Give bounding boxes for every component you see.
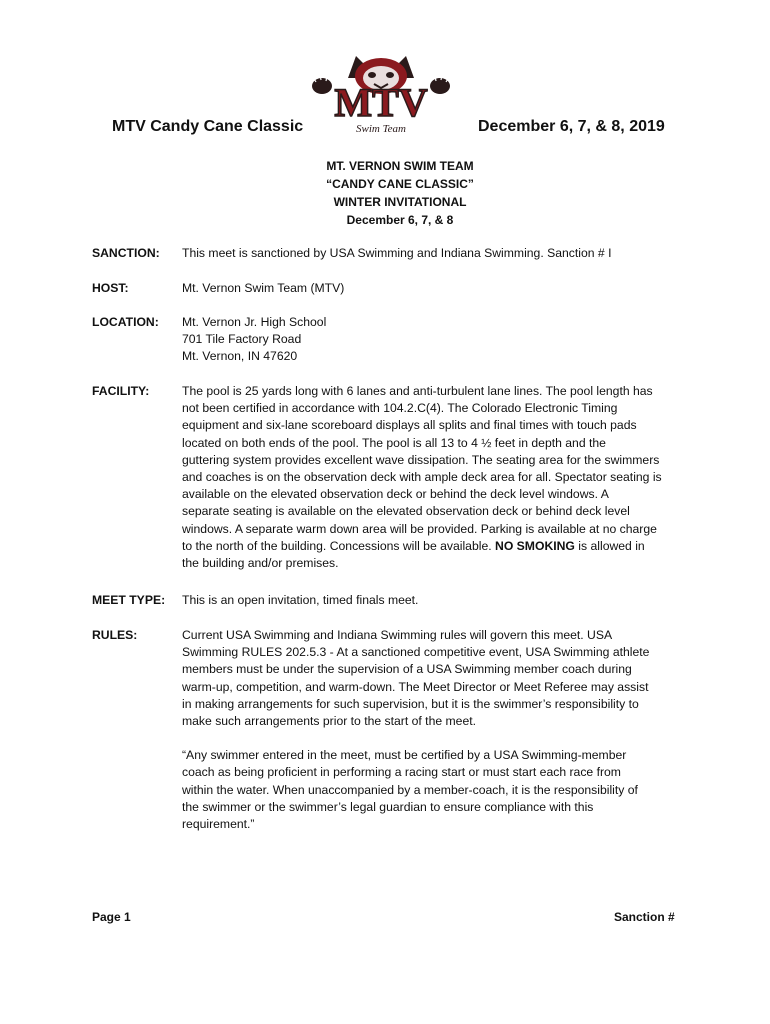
section-text: This meet is sanctioned by USA Swimming and Indiana Swimming. Sanction # I: [182, 246, 612, 260]
text-line: within the water. When unaccompanied by a member-coach, it is the responsibility of: [182, 782, 638, 797]
text-segment: is allowed in: [574, 538, 645, 553]
text-line: [182, 538, 692, 555]
title-line: WINTER INVITATIONAL: [333, 195, 467, 209]
section-text: [182, 314, 692, 366]
mtv-swim-team-logo: [308, 50, 454, 136]
text-line: and coaches is on the observation deck with ample deck area for all. Spectator seating is: [182, 470, 662, 485]
header-meet-dates: December 6, 7, & 8, 2019: [478, 118, 665, 135]
text-line: requirement.”: [182, 817, 255, 832]
section-label: LOCATION:: [92, 315, 159, 329]
svg-text:Swim Team: Swim Team: [355, 123, 407, 135]
text-line: guttering system provides excellent wave dissipation. The seating area for the swimmers: [182, 452, 660, 467]
document-title-block: [0, 157, 770, 229]
footer-sanction: Sanction #: [614, 910, 675, 924]
text-line: “Any swimmer entered in the meet, must be certified by a USA Swimming-member: [182, 748, 627, 763]
address-line: 701 Tile Factory Road: [182, 332, 302, 347]
section-label: HOST:: [92, 281, 129, 295]
text-line: located on both ends of the pool. The pool is all 13 to 4 ½ feet in depth and the: [182, 435, 606, 450]
section-label: MEET TYPE:: [92, 593, 166, 607]
title-line: MT. VERNON SWIM TEAM: [326, 159, 474, 173]
svg-text:MTV: MTV: [334, 80, 428, 125]
text-line: Swimming RULES 202.5.3 - At a sanctioned competitive event, USA Swimming athlete: [182, 645, 650, 660]
address-line: Mt. Vernon, IN 47620: [182, 349, 298, 364]
title-line: December 6, 7, & 8: [346, 213, 454, 227]
text-line: available on the elevated observation deck or behind the deck level windows. A: [182, 487, 609, 502]
text-line: warm-up, competition, and warm-down. The Meet Director or Meet Referee may assist: [182, 679, 649, 694]
header-meet-name: MTV Candy Cane Classic: [112, 118, 304, 135]
section-label: SANCTION:: [92, 246, 160, 260]
text-line: windows. A separate warm down area will be provided. Parking is available at no charge: [182, 521, 657, 536]
title-line: “CANDY CANE CLASSIC”: [326, 177, 474, 191]
text-line: not been certified in accordance with 104.2.C(4). The Colorado Electronic Timing: [182, 401, 618, 416]
text-segment: to the north of the building. Concessions will be available.: [182, 538, 492, 553]
text-line: equipment and six-lane scoreboard displays all splits and final times with touch pads: [182, 418, 637, 433]
section-label: FACILITY:: [92, 384, 150, 398]
footer-page-number: Page 1: [92, 910, 131, 924]
text-line: make such arrangements prior to the start of the meet.: [182, 714, 476, 729]
text-line: the building and/or premises.: [182, 556, 339, 571]
text-line: The pool is 25 yards long with 6 lanes and anti-turbulent lane lines. The pool length has: [182, 384, 653, 398]
text-line: the swimmer or the swimmer’s legal guardian to ensure compliance with this: [182, 799, 594, 814]
text-line: in making arrangements for such supervision, but it is the swimmer’s responsibility to: [182, 696, 639, 711]
text-line: separate seating is available on the elevated observation deck or behind deck level: [182, 504, 630, 519]
section-label: RULES:: [92, 628, 138, 642]
text-line: Current USA Swimming and Indiana Swimming rules will govern this meet. USA: [182, 628, 613, 642]
address-line: Mt. Vernon Jr. High School: [182, 315, 327, 329]
section-text: [182, 383, 692, 572]
section-text: This is an open invitation, timed finals meet.: [182, 593, 419, 607]
section-text: [182, 627, 692, 833]
text-line: coach as being proficient in performing a racing start or must start each race from: [182, 765, 621, 780]
section-text: Mt. Vernon Swim Team (MTV): [182, 281, 345, 295]
no-smoking-emphasis: NO SMOKING: [495, 538, 575, 553]
text-line: members must be under the supervision of a USA Swimming member coach during: [182, 662, 632, 677]
